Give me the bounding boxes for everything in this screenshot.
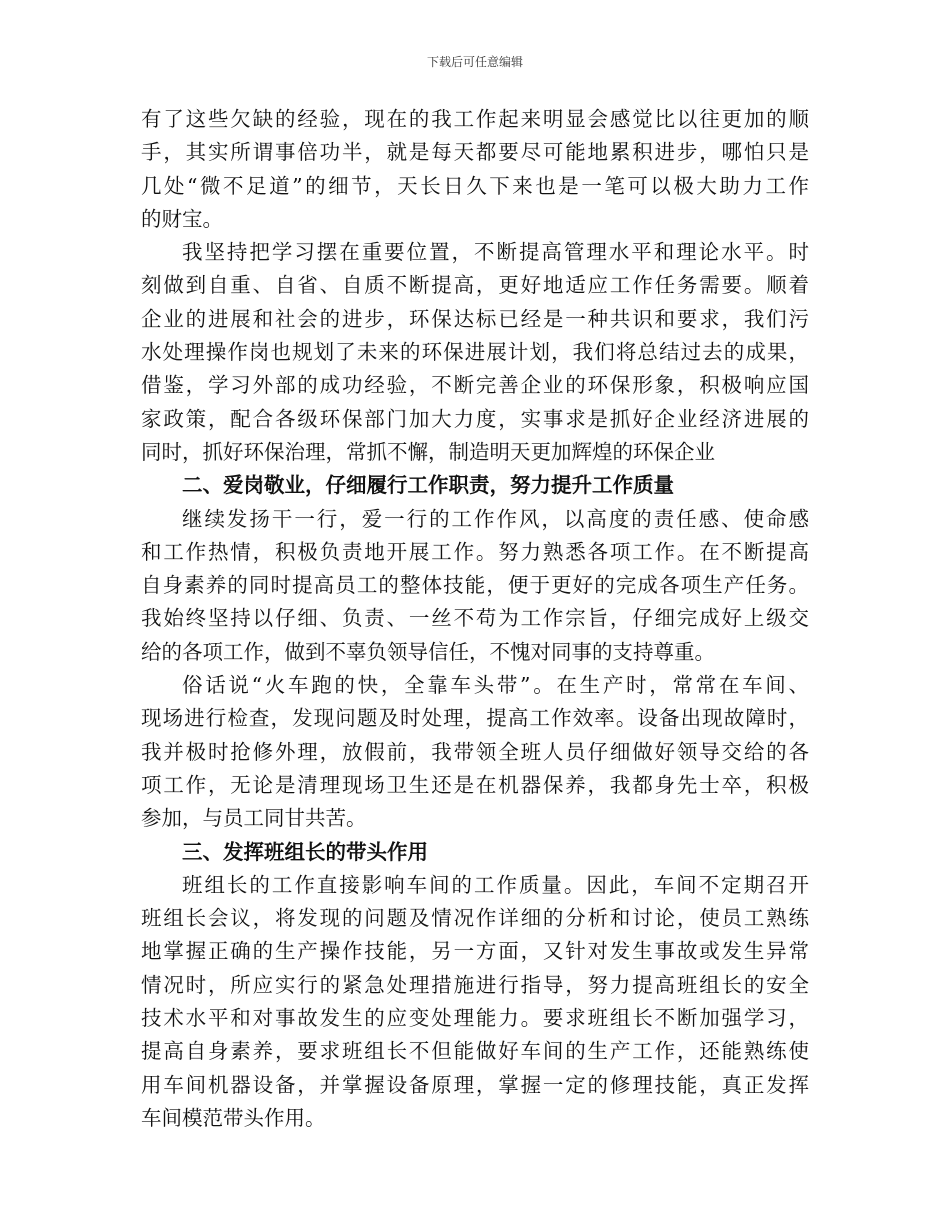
body-text-line: 提高自身素养，要求班组长不但能做好车间的生产工作，还能熟练使 [141, 1039, 809, 1064]
body-text-line: 自身素养的同时提高员工的整体技能，便于更好的完成各项生产任务。 [141, 573, 809, 598]
page-header-note: 下载后可任意编辑 [426, 55, 523, 69]
body-text-line: 水处理操作岗也规划了未来的环保进展计划，我们将总结过去的成果， [141, 340, 809, 365]
body-text-line: 参加，与员工同甘共苦。 [141, 806, 367, 831]
body-text-line: 用车间机器设备，并掌握设备原理，掌握一定的修理技能，真正发挥 [141, 1072, 809, 1097]
body-text-line: 车间模范带头作用。 [141, 1105, 326, 1130]
body-text-line: 企业的进展和社会的进步，环保达标已经是一种共识和要求，我们污 [141, 306, 809, 331]
body-text-line: 手，其实所谓事倍功半，就是每天都要尽可能地累积进步，哪怕只是 [141, 140, 809, 165]
body-text-line: 给的各项工作，做到不辜负领导信任，不愧对同事的支持尊重。 [141, 639, 715, 664]
body-text-line: 和工作热情，积极负责地开展工作。努力熟悉各项工作。在不断提高 [141, 539, 809, 564]
body-text-line: 家政策，配合各级环保部门加大力度，实事求是抓好企业经济进展的 [141, 406, 809, 431]
section-heading: 二、爱岗敬业，仔细履行工作职责，努力提升工作质量 [182, 473, 674, 498]
body-text-line: 我坚持把学习摆在重要位置，不断提高管理水平和理论水平。时 [182, 240, 809, 265]
body-text-line: 几处“微不足道”的细节，天长日久下来也是一笔可以极大助力工作 [141, 173, 809, 198]
body-text-line: 我并极时抢修外理，放假前，我带领全班人员仔细做好领导交给的各 [141, 739, 809, 764]
body-text-line: 情况时，所应实行的紧急处理措施进行指导，努力提高班组长的安全 [141, 972, 809, 997]
body-text-line: 技术水平和对事故发生的应变处理能力。要求班组长不断加强学习， [141, 1006, 809, 1031]
section-heading: 三、发挥班组长的带头作用 [182, 839, 428, 864]
body-text-line: 的财宝。 [141, 206, 223, 231]
body-text-line: 借鉴，学习外部的成功经验，不断完善企业的环保形象，积极响应国 [141, 373, 809, 398]
body-text-line: 有了这些欠缺的经验，现在的我工作起来明显会感觉比以往更加的顺 [141, 107, 809, 131]
body-text-line: 刻做到自重、自省、自质不断提高，更好地适应工作任务需要。顺着 [141, 273, 809, 298]
body-text-line: 班组长会议，将发现的问题及情况作详细的分析和讨论，使员工熟练 [141, 906, 809, 931]
body-text-line: 我始终坚持以仔细、负责、一丝不苟为工作宗旨，仔细完成好上级交 [141, 606, 809, 631]
body-text-line: 现场进行检查，发现问题及时处理，提高工作效率。设备出现故障时， [141, 706, 809, 731]
body-text-line: 继续发扬干一行，爱一行的工作作风，以高度的责任感、使命感 [182, 506, 809, 531]
body-text-line: 班组长的工作直接影响车间的工作质量。因此，车间不定期召开 [182, 872, 809, 897]
body-text-line: 同时，抓好环保治理，常抓不懈，制造明天更加辉煌的环保企业 [141, 439, 715, 464]
body-text-line: 俗话说“火车跑的快，全靠车头带”。在生产时，常常在车间、 [182, 673, 809, 698]
document-body [141, 103, 809, 1135]
body-text-line: 地掌握正确的生产操作技能，另一方面，又针对发生事故或发生异常 [141, 939, 809, 964]
body-text-line: 项工作，无论是清理现场卫生还是在机器保养，我都身先士卒，积极 [141, 772, 809, 797]
